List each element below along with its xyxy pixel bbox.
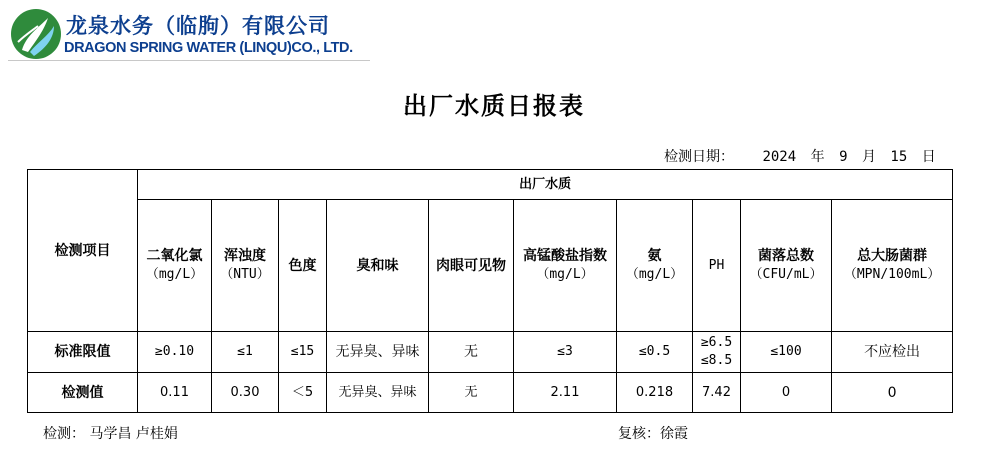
limit-cell: ≤100 xyxy=(741,332,832,373)
company-name-en: DRAGON SPRING WATER (LINQU)CO., LTD. xyxy=(64,40,353,56)
limit-cell-ph: ≥6.5 ≤8.5 xyxy=(693,332,741,373)
column-header: 菌落总数 （CFU/mL） xyxy=(741,200,832,332)
limit-row-label: 标准限值 xyxy=(28,332,138,373)
measured-cell: 无 xyxy=(429,373,514,413)
column-header: 高锰酸盐指数 （mg/L） xyxy=(514,200,617,332)
limit-cell: 无异臭、异味 xyxy=(327,332,429,373)
limit-cell: ≤1 xyxy=(212,332,279,373)
measured-cell: 0 xyxy=(741,373,832,413)
measured-row-label: 检测值 xyxy=(28,373,138,413)
limit-cell: ≥0.10 xyxy=(138,332,212,373)
water-quality-table xyxy=(27,169,953,413)
limit-cell: 无 xyxy=(429,332,514,373)
measured-cell: 0 xyxy=(832,373,953,413)
limit-row xyxy=(28,332,953,373)
company-logo-icon xyxy=(8,6,64,62)
column-header: 氨 （mg/L） xyxy=(617,200,693,332)
column-header: 色度 xyxy=(279,200,327,332)
report-date xyxy=(664,146,936,166)
date-year-unit: 年 xyxy=(810,149,825,165)
date-day: 15 xyxy=(890,149,908,165)
column-header-row xyxy=(28,200,953,332)
measured-cell: 无异臭、异味 xyxy=(327,373,429,413)
column-header: PH xyxy=(693,200,741,332)
date-day-unit: 日 xyxy=(921,149,936,165)
column-header: 总大肠菌群 （MPN/100mL） xyxy=(832,200,953,332)
column-header: 肉眼可见物 xyxy=(429,200,514,332)
company-name-cn: 龙泉水务（临朐）有限公司 xyxy=(66,13,330,38)
date-month-unit: 月 xyxy=(861,149,876,165)
measured-cell: 0.30 xyxy=(212,373,279,413)
measured-cell: 0.11 xyxy=(138,373,212,413)
header-divider xyxy=(8,60,370,61)
date-year: 2024 xyxy=(762,149,797,165)
table-group-header-row xyxy=(28,170,953,200)
row-header-cell: 检测项目 xyxy=(28,170,138,332)
measured-cell: 2.11 xyxy=(514,373,617,413)
date-month: 9 xyxy=(839,149,848,165)
limit-cell: ≤15 xyxy=(279,332,327,373)
report-title: 出厂水质日报表 xyxy=(403,91,585,120)
column-header: 二氧化氯 （mg/L） xyxy=(138,200,212,332)
inspector-signature: 检测： 马学昌 卢桂娟 xyxy=(43,426,178,442)
measured-cell: 7.42 xyxy=(693,373,741,413)
column-header: 臭和味 xyxy=(327,200,429,332)
limit-cell: ≤0.5 xyxy=(617,332,693,373)
limit-cell: 不应检出 xyxy=(832,332,953,373)
limit-cell: ≤3 xyxy=(514,332,617,373)
measured-cell: ＜5 xyxy=(279,373,327,413)
date-label: 检测日期： xyxy=(664,149,734,165)
measured-row xyxy=(28,373,953,413)
group-header-cell: 出厂水质 xyxy=(138,170,953,200)
column-header: 浑浊度 （NTU） xyxy=(212,200,279,332)
reviewer-signature: 复核：徐霞 xyxy=(618,426,688,442)
measured-cell: 0.218 xyxy=(617,373,693,413)
